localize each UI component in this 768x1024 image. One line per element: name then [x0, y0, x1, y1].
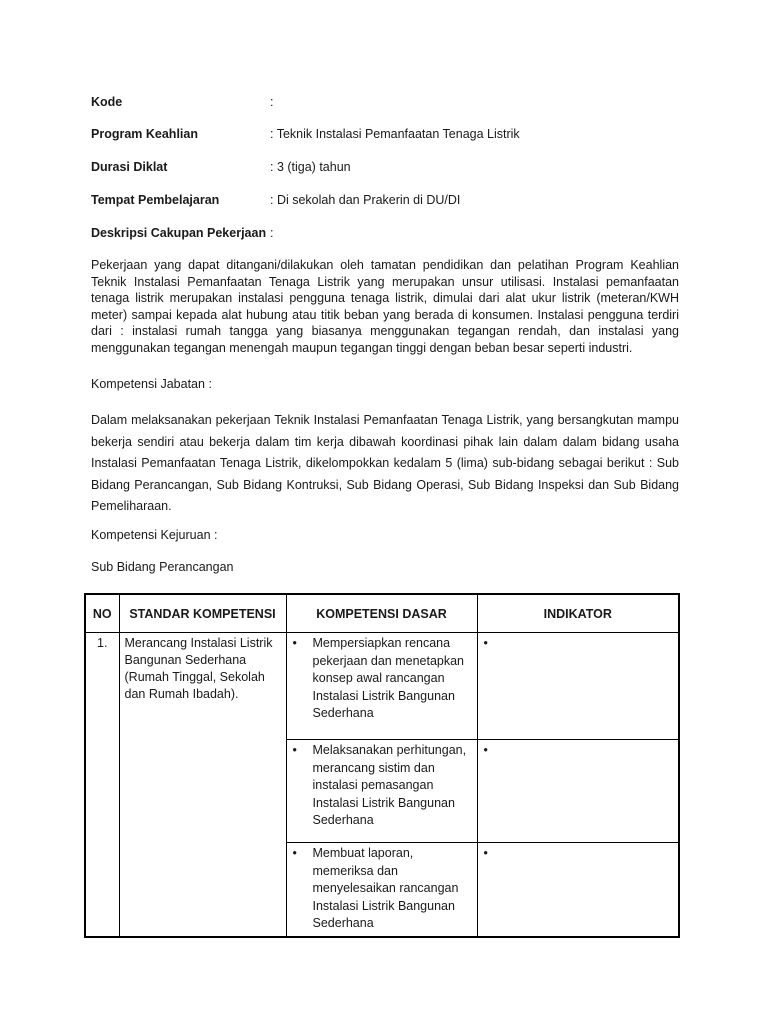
table-header-row [85, 594, 679, 633]
field-label-program: Program Keahlian [91, 127, 198, 141]
indikator-cell [477, 843, 679, 937]
indikator-cell [477, 633, 679, 740]
header-indikator: INDIKATOR [477, 594, 679, 633]
kompetensi-jabatan-paragraph: Dalam melaksanakan pekerjaan Teknik Instalasi Pemanfaatan Tenaga Listrik, yang bersangkutan mampu bekerja sendiri atau bekerja dalam tim kerja dibawah koordinasi pihak lain dalam dalam bidang usaha Instalasi Pemanfaatan Tenaga Listrik, dikelompokkan kedalam 5 (lima) sub-bidang sebagai berikut : Sub Bidang Perancangan, Sub Bidang Kontruksi, Sub Bidang Operasi, Sub Bidang Inspeksi dan Sub Bidang Pemeliharaan. [91, 413, 679, 513]
header-standar-kompetensi: STANDAR KOMPETENSI [119, 594, 286, 633]
row-number: 1. [85, 633, 119, 937]
kompetensi-jabatan-heading: Kompetensi Jabatan : [91, 377, 212, 391]
kompetensi-dasar-cell [286, 740, 477, 843]
field-value-program: : Teknik Instalasi Pemanfaatan Tenaga Listrik [270, 127, 520, 141]
field-label-kode: Kode [91, 95, 123, 109]
sub-bidang-heading: Sub Bidang Perancangan [91, 560, 234, 574]
kompetensi-dasar-text: Melaksanakan perhitungan, merancang sistim dan instalasi pemasangan Instalasi Listrik Bangunan Sederhana [312, 743, 467, 827]
kompetensi-dasar-cell [286, 633, 477, 740]
kompetensi-dasar-text: Mempersiapkan rencana pekerjaan dan menetapkan konsep awal rancangan Instalasi Listrik Bangunan Sederhana [312, 636, 465, 720]
field-value-kode: : [270, 95, 274, 109]
field-label-durasi: Durasi Diklat [91, 160, 168, 174]
indikator-cell [477, 740, 679, 843]
field-label-tempat: Tempat Pembelajaran [91, 193, 220, 207]
competency-table [84, 593, 680, 938]
header-kompetensi-dasar: KOMPETENSI DASAR [286, 594, 477, 633]
table-row [85, 633, 679, 740]
deskripsi-paragraph: Pekerjaan yang dapat ditangani/dilakukan oleh tamatan pendidikan dan pelatihan Program Keahlian Teknik Instalasi Pemanfaatan Tenaga Listrik yang merupakan unsur utilisasi. Instalasi pemanfaatan tenaga listrik merupakan instalasi pengguna tenaga listrik, dimulai dari alat ukur listrik (meteran/KWH meter) sampai kepada alat hubung atau titik beban yang berada di konsumen. Instalasi pengguna terdiri dari : instalasi rumah tangga yang biasanya menggunakan tegangan rendah, dan instalasi yang menggunakan tegangan menengah maupun tegangan tinggi dengan beban besar seperti industri. [91, 258, 679, 355]
field-value-durasi: : 3 (tiga) tahun [270, 160, 351, 174]
header-no: NO [85, 594, 119, 633]
field-value-deskripsi: : [270, 226, 274, 240]
bullet: • [483, 846, 488, 860]
bullet: • [292, 636, 297, 650]
kompetensi-dasar-cell [286, 843, 477, 937]
bullet: • [292, 846, 297, 860]
bullet: • [292, 743, 297, 757]
field-label-deskripsi: Deskripsi Cakupan Pekerjaan [91, 226, 267, 240]
standar-kompetensi-cell: Merancang Instalasi Listrik Bangunan Sederhana (Rumah Tinggal, Sekolah dan Rumah Ibadah). [119, 633, 286, 937]
bullet: • [483, 743, 488, 757]
bullet: • [483, 636, 488, 650]
kompetensi-dasar-text: Membuat laporan, memeriksa dan menyelesaikan rancangan Instalasi Listrik Bangunan Sederhana [312, 846, 459, 930]
kompetensi-kejuruan-heading: Kompetensi Kejuruan : [91, 528, 218, 542]
field-value-tempat: : Di sekolah dan Prakerin di DU/DI [270, 193, 461, 207]
